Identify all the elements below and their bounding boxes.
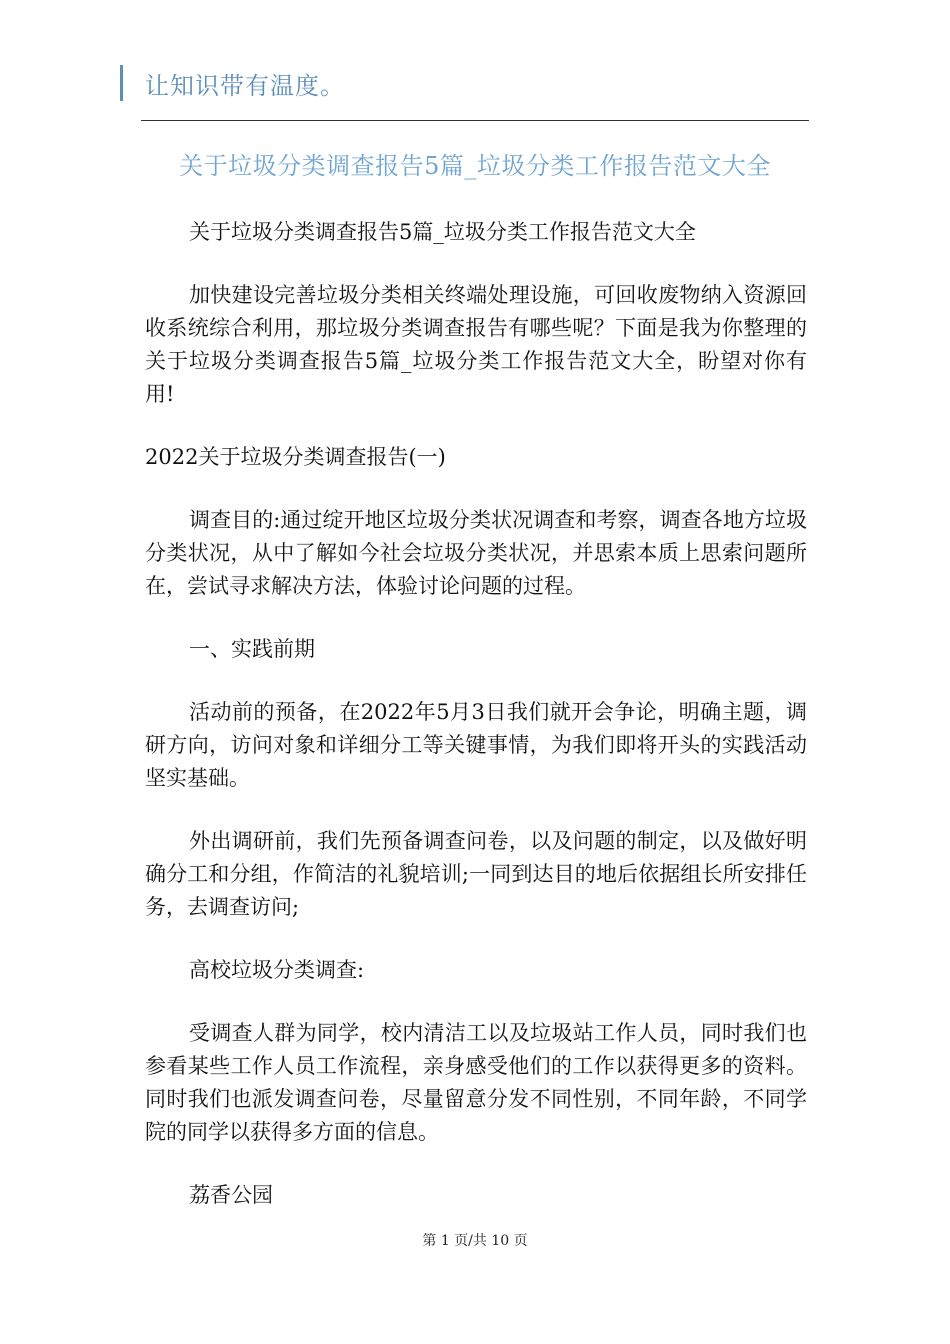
- subsection-heading: 荔香公园: [189, 1183, 273, 1207]
- paragraph: 加快建设完善垃圾分类相关终端处理设施，可回收废物纳入资源回收系统综合利用，那垃圾分类调查报告有哪些呢？下面是我为你整理的关于垃圾分类调查报告5篇_垃圾分类工作报告范文大全，盼望对你有用!: [145, 283, 807, 406]
- document-title: 关于垃圾分类调查报告5篇_垃圾分类工作报告范文大全: [179, 152, 771, 180]
- section-heading: 2022关于垃圾分类调查报告(一): [145, 445, 446, 469]
- subsection-heading: 一、实践前期: [189, 637, 315, 661]
- paragraph: 外出调研前，我们先预备调查问卷，以及问题的制定，以及做好明确分工和分组，作简洁的礼貌培训;一同到达目的地后依据组长所安排任务，去调查访问;: [145, 829, 807, 919]
- page-number: 第 1 页/共 10 页: [422, 1233, 528, 1249]
- paragraph: 调查目的:通过绽开地区垃圾分类状况调查和考察，调查各地方垃圾分类状况，从中了解如今社会垃圾分类状况，并思索本质上思索问题所在，尝试寻求解决方法，体验讨论问题的过程。: [145, 508, 807, 598]
- header-accent-bar: [120, 65, 123, 101]
- page-header: [120, 64, 345, 102]
- subsection-heading: 高校垃圾分类调查:: [189, 958, 365, 982]
- paragraph: 活动前的预备，在2022年5月3日我们就开会争论，明确主题，调研方向，访问对象和详细分工等关键事情，为我们即将开头的实践活动坚实基础。: [145, 700, 807, 790]
- paragraph: 关于垃圾分类调查报告5篇_垃圾分类工作报告范文大全: [189, 220, 696, 244]
- document-body: [145, 216, 807, 1242]
- paragraph: 受调查人群为同学，校内清洁工以及垃圾站工作人员，同时我们也参看某些工作人员工作流程，亲身感受他们的工作以获得更多的资料。同时我们也派发调查问卷，尽量留意分发不同性别，不同年龄，不同学院的同学以获得多方面的信息。: [145, 1021, 807, 1144]
- header-divider: [141, 120, 809, 121]
- header-slogan: 让知识带有温度。: [145, 71, 345, 100]
